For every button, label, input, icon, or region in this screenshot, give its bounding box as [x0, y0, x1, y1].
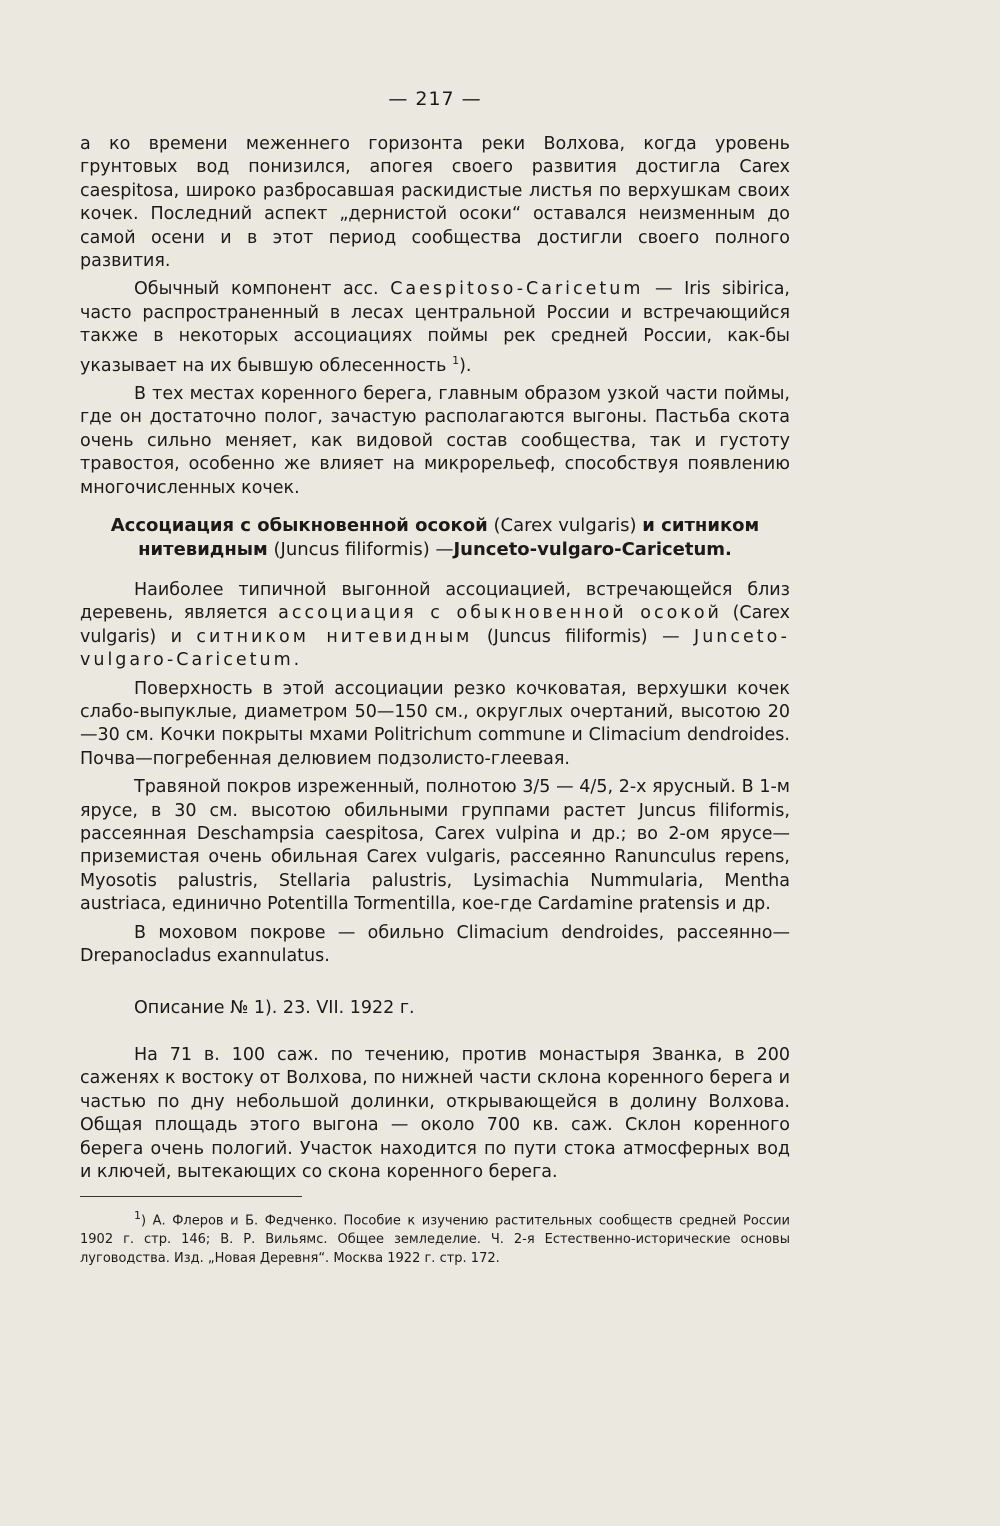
paragraph: а ко времени меженнего горизонта реки Волхова, когда уровень грунтовых вод понизился, апогея своего развития достигла Carex caespitosa, широко разбросавшая раскидистые листья по верхушкам своих кочек. Последний аспект „дернистой осоки“ оставался неизменным до самой осени и в этот период сообщества достигли своего полного развития. — [80, 134, 790, 272]
spaced-latin-name: Junceto-vulgaro-Caricetum. — [80, 626, 790, 671]
heading-latin: (Juncus filiformis) — — [273, 539, 454, 560]
text-span: ) А. Флеров и Б. Федченко. Пособие к изучению растительных сообществ средней России 1902 г. стр. 146; В. Р. Вильямс. Общее земледелие. Ч. 2-я Естественно-исторические основы луговодства. Изд. „Новая Деревня“. Москва 1922 г. стр. 172. — [80, 1213, 790, 1267]
footnote — [80, 1206, 790, 1268]
footnote-ref: 1 — [452, 353, 460, 367]
paragraph: Травяной покров изреженный, полнотою 3/5 — 4/5, 2-х ярусный. В 1-м ярусе, в 30 см. высотою обильными группами растет Juncus filiformis, рассеянная Deschampsia caespitosa, Carex vulpina и др.; во 2-ом ярусе—приземистая очень обильная Carex vulgaris, рассеянно Ranunculus repens, Myosotis palustris, Stellaria palustris, Lysimachia Nummularia, Mentha austriaca, единично Potentilla Tormentilla, кое-где Cardamine pratensis и др. — [80, 777, 790, 915]
paragraph: На 71 в. 100 саж. по течению, против монастыря Званка, в 200 саженях к востоку от Волхова, по нижней части склона коренного берега и частью по дну небольшой долинки, открывающейся в долину Волхова. Общая площадь этого выгона — около 700 кв. саж. Склон коренного берега очень пологий. Участок находится по пути стока атмосферных вод и ключей, вытекающих со скона коренного берега. — [80, 1045, 790, 1183]
text-span: — Iris sibirica, часто распространенный в лесах центральной России и встречающийся также в некоторых ассоциациях поймы рек средней России, как-бы указывает на их бывшую облесенность — [80, 279, 790, 376]
text-span: Обычный компонент асс. — [134, 279, 379, 300]
heading-latin: (Carex vulgaris) — [493, 515, 637, 536]
paragraph — [80, 278, 790, 377]
footnote-text — [80, 1206, 790, 1268]
spaced-text: ассоциация с обыкновенной осокой — [278, 603, 722, 624]
heading-bold: и ситником нитевидным — [138, 515, 760, 560]
spaced-text: ситником нитевидным — [196, 626, 473, 647]
footnote-marker: 1 — [134, 1209, 141, 1222]
heading-bold: Ассоциация с обыкновенной осокой — [110, 515, 488, 536]
section-heading — [80, 514, 790, 562]
paragraph: В тех местах коренного берега, главным образом узкой части поймы, где он достаточно полог, зачастую располагаются выгоны. Пастьба скота очень сильно меняет, как видовой состав сообщества, так и густоту травостоя, особенно же влияет на микрорельеф, способствуя появлению многочисленных кочек. — [80, 383, 790, 498]
text-span: Наиболее типичной выгонной ассоциацией, встречающейся близ деревень, является — [80, 580, 790, 624]
description-heading: Описание № 1). 23. VII. 1922 г. — [134, 998, 415, 1018]
text-block-middle — [80, 579, 790, 969]
text-block-top — [80, 133, 790, 500]
paragraph: В моховом покрове — обильно Climacium dendroides, рассеянно— Drepanocladus exannulatus. — [80, 922, 790, 967]
text-block-bottom — [80, 1044, 790, 1184]
page-number: — 217 — — [388, 88, 482, 110]
text-span: ). — [459, 355, 472, 376]
text-span: (Carex vulgaris) и — [80, 603, 790, 647]
paragraph: Поверхность в этой ассоциации резко кочковатая, верхушки кочек слабо-выпуклые, диаметром 50—150 см., округлых очертаний, высотою 20—30 см. Кочки покрыты мхами Politrichum commune и Climacium dendroides. Почва—погребенная делювием подзолисто-глеевая. — [80, 678, 790, 769]
text-span: (Juncus filiformis) — — [486, 626, 680, 647]
paragraph — [80, 579, 790, 673]
spaced-latin-name: Caespitoso-Caricetum — [390, 279, 644, 300]
heading-bold: Junceto-vulgaro-Caricetum. — [453, 539, 732, 560]
footnote-divider — [80, 1196, 302, 1197]
